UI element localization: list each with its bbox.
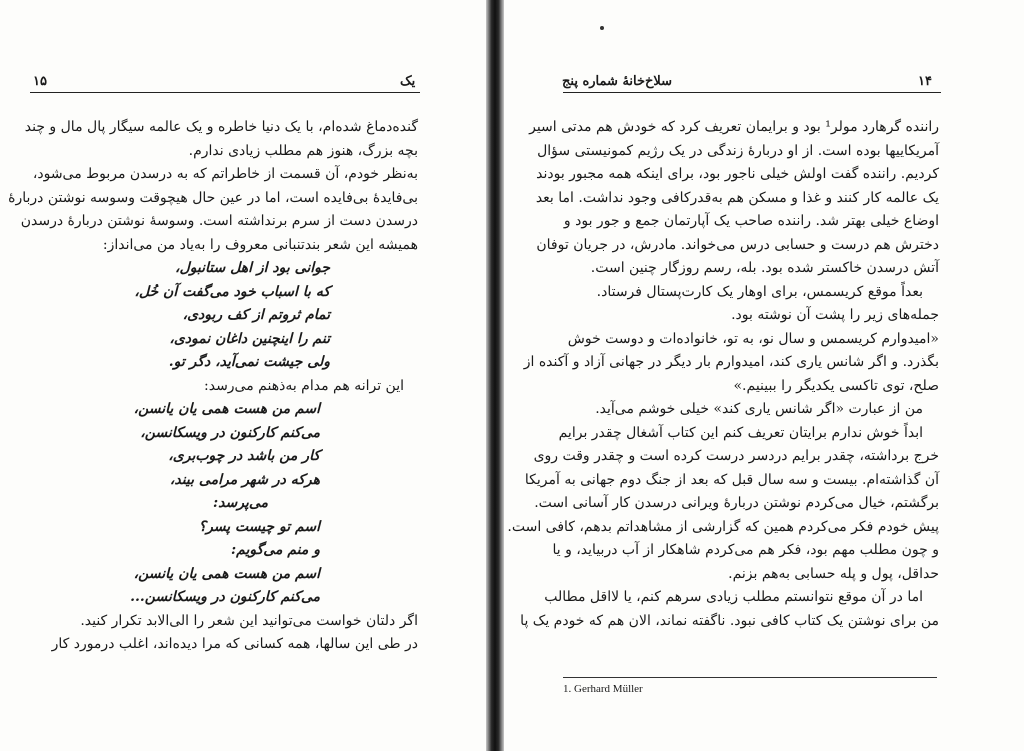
verse-line: اسم تو چیست پسر؟ xyxy=(198,518,320,535)
body-line: و چون مطلب مهم بود، فکر هم می‌کردم شاهکار از آب دربیاید، و یا xyxy=(552,542,939,558)
verse-line: تمام ثروتم از کف ربودی، xyxy=(182,307,330,323)
right-running-head: سلاخ‌خانهٔ شماره پنج xyxy=(562,74,673,89)
body-line: صلح، توی تاکسی یکدیگر را ببینیم.» xyxy=(733,377,939,394)
body-line: یک عالمه کار کنند و غذا و مسکن هم به‌قدرکافی وجود نداشت. اما بعد xyxy=(535,189,939,206)
body-line: پیش خودم فکر می‌کردم همین که گزارشی از مشاهداتم بدهم، کافی است. xyxy=(507,518,939,535)
verse-line: ولی جیشت نمی‌آید، دگر تو. xyxy=(168,354,330,370)
right-body-text xyxy=(507,116,939,633)
body-line: آن گذاشته‌ام. بیست و سه سال قبل که بعد از جنگ دوم جهانی به آمریکا xyxy=(524,471,939,488)
body-line: اما در آن موقع نتوانستم مطلب زیادی سرهم کنم، یا لااقل مطالب xyxy=(544,589,923,605)
right-page-number: ۱۴ xyxy=(918,74,932,89)
verse-line: اسم من هست همی یان یانسن، xyxy=(133,565,320,582)
body-line: بی‌فایدهٔ بی‌فایده است، اما در عین حال هیچوقت وسوسه نوشتن دربارهٔ xyxy=(8,189,418,206)
left-running-head: یک xyxy=(400,74,416,89)
verse-line: هرکه در شهر مرامی بیند، xyxy=(169,471,320,488)
body-line: جمله‌های زیر را پشت آن نوشته بود. xyxy=(731,307,939,323)
speck-mark xyxy=(600,26,604,30)
body-line: حداقل، پول و پله حسابی به‌هم بزنم. xyxy=(728,565,939,582)
body-line: اگر دلتان خواست می‌توانید این شعر را الی‌الابد تکرار کنید. xyxy=(80,612,418,629)
body-line: راننده گرهارد مولر¹ بود و برایمان تعریف کرد که خودش هم مدتی اسیر xyxy=(529,119,939,135)
body-line: آتش درسدن خاکستر شده بود. بله، رسم روزگار چنین است. xyxy=(590,260,939,276)
body-line: بگذرد. و اگر شانس یاری کند، امیدوارم بار دیگر در جهانی آزاد و آکنده از xyxy=(523,354,939,370)
body-line: ابداً خوش ندارم برایتان تعریف کنم این کتاب آشغال چقدر برایم xyxy=(558,424,923,441)
body-line: بعداً موقع کریسمس، برای اوهار یک کارت‌پستال فرستاد. xyxy=(596,283,923,300)
body-line: من برای نوشتن یک کتاب کافی نبود. ناگفته نماند، الان هم که خودم یک پا xyxy=(520,612,939,629)
verse-line: می‌پرسد: xyxy=(212,495,268,511)
body-line: بچه بزرگ، هنوز هم مطلب زیادی ندارم. xyxy=(188,142,418,159)
body-line: من از عبارت «اگر شانس یاری کند» خیلی خوشم می‌آید. xyxy=(595,401,923,417)
body-line: کردیم. راننده گفت اولش خیلی ناجور بود، برای اینکه همه مجبور بودند xyxy=(536,166,939,182)
body-line: همیشه این شعر بندتنبانی معروف را به‌یاد من می‌انداز: xyxy=(102,236,418,253)
verse-line: می‌کنم کارکنون در ویسکانسن، xyxy=(140,424,320,441)
right-header-rule xyxy=(563,92,941,93)
body-line: گنده‌دماغ شده‌ام، با یک دنیا خاطره و یک عالمه سیگار پال مال و چند xyxy=(24,119,418,135)
body-line: «امیدوارم کریسمس و سال نو، به تو، خانواده‌ات و دوست خوش xyxy=(567,330,939,347)
body-line: خرج برداشته، چقدر برایم دردسر درست کرده است و چقدر وقت روی xyxy=(533,448,939,464)
footnote: 1. Gerhard Müller xyxy=(563,683,643,695)
body-line: برگشتم، خیال می‌کردم نوشتن دربارهٔ ویرانی درسدن کار آسانی است. xyxy=(534,495,939,511)
verse-line: جوانی بود از اهل ستانبول، xyxy=(175,260,330,276)
verse-line: می‌کنم کارکنون در ویسکانسن... xyxy=(130,589,320,605)
body-line: درسدن دست از سرم برنداشته است. وسوسهٔ نوشتن دربارهٔ درسدن xyxy=(20,213,418,229)
footnote-rule xyxy=(563,677,937,678)
body-line: این ترانه هم مدام به‌ذهنم می‌رسد: xyxy=(204,377,404,394)
left-body-text xyxy=(8,116,418,657)
verse-line: و منم می‌گویم: xyxy=(231,542,320,558)
body-line: اوضاع خیلی بهتر شد. راننده صاحب یک آپارتمان جمع و جور بود و xyxy=(563,213,939,229)
left-header-rule xyxy=(30,92,420,93)
body-line: به‌نظر خودم، آن قسمت از خاطراتم که به درسدن مربوط می‌شود، xyxy=(32,166,418,182)
body-line: دخترش هم درست و حسابی درس می‌خواند. مادرش، در جریان توفان xyxy=(536,236,939,253)
verse-line: تنم را اینچنین داغان نمودی، xyxy=(169,330,330,347)
verse-line: اسم من هست همی یان یانسن، xyxy=(133,401,320,417)
body-line: در طی این سالها، همه کسانی که مرا دیده‌اند، اغلب درمورد کار xyxy=(51,636,418,652)
verse-line: کار من باشد در چوب‌بری، xyxy=(168,448,320,464)
verse-line: که با اسباب خود می‌گفت آن خُل، xyxy=(134,283,330,300)
body-line: آمریکاییها بوده است. از او دربارهٔ زندگی در یک رژیم کمونیستی سؤال xyxy=(537,142,939,159)
left-page-number: ۱۵ xyxy=(33,74,47,89)
book-gutter xyxy=(486,0,504,751)
